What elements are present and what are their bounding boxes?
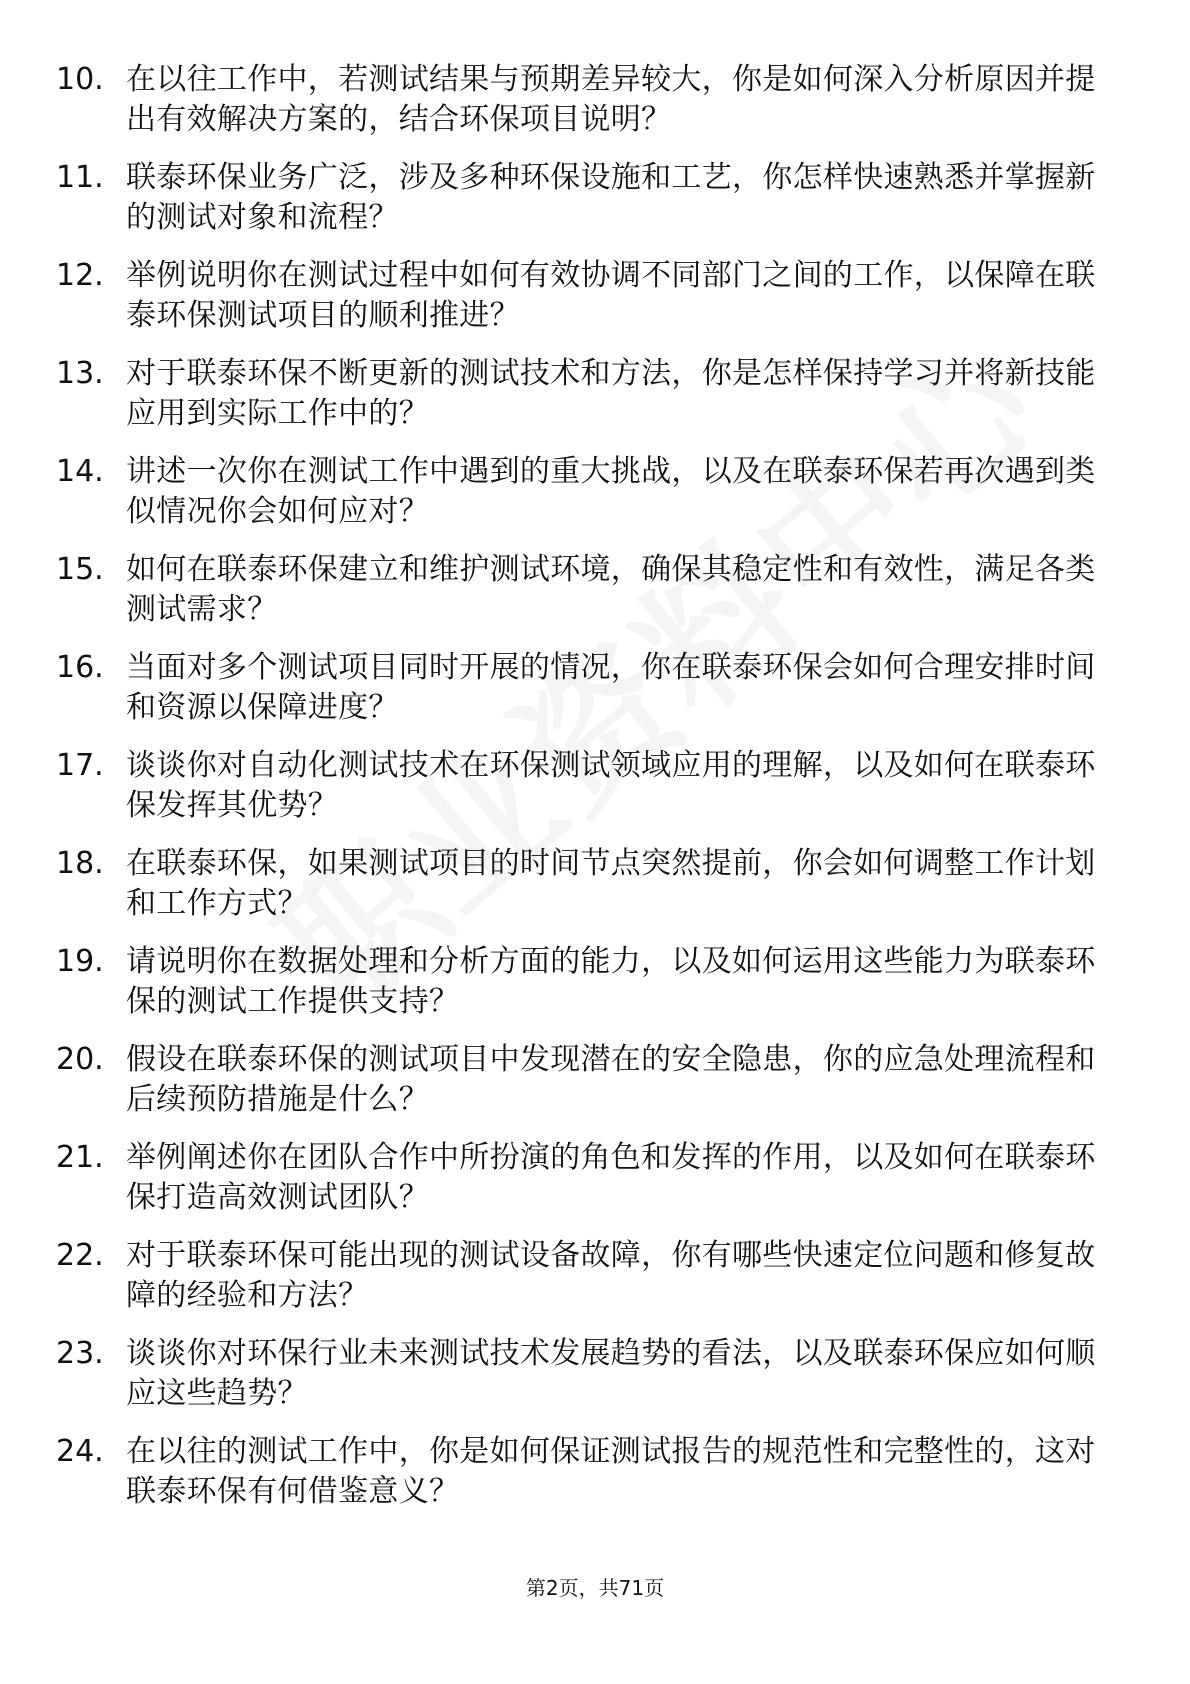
list-item: [0, 1424, 1190, 1522]
list-item: [0, 52, 1190, 150]
list-item: [0, 1326, 1190, 1424]
question-number: 17.: [56, 748, 104, 783]
question-number: 18.: [56, 846, 104, 881]
page-number-footer: 第2页，共71页: [525, 1576, 665, 1600]
question-text: 在以往工作中，若测试结果与预期差异较大，你是如何深入分析原因并提出有效解决方案的，结合环保项目说明？: [126, 62, 1096, 137]
question-number: 19.: [56, 944, 104, 979]
list-item: [0, 444, 1190, 542]
list-item: [0, 1032, 1190, 1130]
question-number: 21.: [56, 1140, 104, 1175]
question-text: 如何在联泰环保建立和维护测试环境，确保其稳定性和有效性，满足各类测试需求？: [126, 552, 1096, 627]
list-item: [0, 346, 1190, 444]
question-text: 讲述一次你在测试工作中遇到的重大挑战，以及在联泰环保若再次遇到类似情况你会如何应对？: [126, 454, 1096, 529]
list-item: [0, 640, 1190, 738]
question-number: 10.: [56, 62, 104, 97]
question-number: 24.: [56, 1434, 104, 1469]
question-list: [0, 52, 1190, 1522]
question-text: 对于联泰环保可能出现的测试设备故障，你有哪些快速定位问题和修复故障的经验和方法？: [126, 1238, 1096, 1313]
list-item: [0, 934, 1190, 1032]
list-item: [0, 542, 1190, 640]
question-number: 12.: [56, 258, 104, 293]
question-number: 11.: [56, 160, 104, 195]
question-text: 联泰环保业务广泛，涉及多种环保设施和工艺，你怎样快速熟悉并掌握新的测试对象和流程？: [126, 160, 1096, 235]
question-text: 谈谈你对自动化测试技术在环保测试领域应用的理解，以及如何在联泰环保发挥其优势？: [126, 748, 1096, 823]
question-text: 请说明你在数据处理和分析方面的能力，以及如何运用这些能力为联泰环保的测试工作提供支持？: [126, 944, 1096, 1019]
question-number: 23.: [56, 1336, 104, 1371]
question-text: 举例说明你在测试过程中如何有效协调不同部门之间的工作，以保障在联泰环保测试项目的顺利推进？: [126, 258, 1096, 333]
list-item: [0, 150, 1190, 248]
question-number: 15.: [56, 552, 104, 587]
question-number: 22.: [56, 1238, 104, 1273]
list-item: [0, 248, 1190, 346]
question-text: 谈谈你对环保行业未来测试技术发展趋势的看法，以及联泰环保应如何顺应这些趋势？: [126, 1336, 1096, 1411]
question-text: 在联泰环保，如果测试项目的时间节点突然提前，你会如何调整工作计划和工作方式？: [126, 846, 1096, 921]
question-text: 举例阐述你在团队合作中所扮演的角色和发挥的作用，以及如何在联泰环保打造高效测试团队？: [126, 1140, 1096, 1215]
question-number: 14.: [56, 454, 104, 489]
question-text: 假设在联泰环保的测试项目中发现潜在的安全隐患，你的应急处理流程和后续预防措施是什么？: [126, 1042, 1096, 1117]
question-number: 20.: [56, 1042, 104, 1077]
question-text: 在以往的测试工作中，你是如何保证测试报告的规范性和完整性的，这对联泰环保有何借鉴意义？: [126, 1434, 1096, 1509]
list-item: [0, 836, 1190, 934]
question-text: 当面对多个测试项目同时开展的情况，你在联泰环保会如何合理安排时间和资源以保障进度？: [126, 650, 1096, 725]
list-item: [0, 1228, 1190, 1326]
question-number: 13.: [56, 356, 104, 391]
list-item: [0, 1130, 1190, 1228]
list-item: [0, 738, 1190, 836]
question-text: 对于联泰环保不断更新的测试技术和方法，你是怎样保持学习并将新技能应用到实际工作中的？: [126, 356, 1096, 431]
question-number: 16.: [56, 650, 104, 685]
